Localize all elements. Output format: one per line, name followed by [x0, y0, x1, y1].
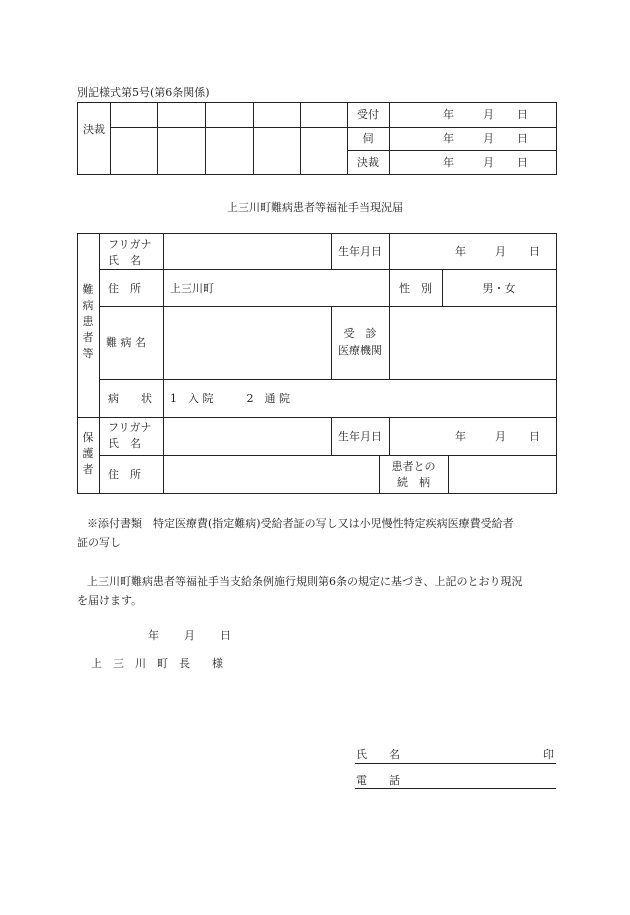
attachment-note-line2: 証の写し — [77, 536, 121, 549]
patient-condition-value: 1 入 院 2 通 院 — [170, 392, 290, 405]
patient-section-label: 難病患者等 — [82, 283, 94, 360]
patient-address-label: 住 所 — [108, 282, 141, 295]
guardian-address-label: 住 所 — [108, 468, 141, 481]
patient-disease-label: 難 病 名 — [106, 336, 146, 349]
form-title: 上三川町難病患者等福祉手当現況届 — [227, 201, 403, 214]
patient-name-label: 氏 名 — [108, 254, 141, 267]
addressee: 上 三 川 町 長 様 — [91, 657, 223, 670]
attachment-note-line1: ※添付書類 特定医療費(指定難病)受給者証の写し又は小児慢性特定疾病医療費受給者 — [87, 517, 514, 530]
patient-address-value: 上三川町 — [170, 282, 214, 295]
signature-name-line — [355, 763, 556, 764]
patient-clinic-label-2: 医療機関 — [338, 344, 382, 357]
page: 別記様式第5号(第6条関係) 決裁 受付 年 月 日 伺 年 月 日 決裁 年 月 日 上三川町難病患者等福祉手当現況届 難病患者等 保護者 フリガナ 氏 名 生年月日 年 月 日 住 所 上三川町 性 別 男・女 難 病 名 受 診 医療機関 病 状 1 入 院 2 通 院 フリガナ 氏 名 生年月日 年 月 日 住 所 患者との 続 柄 ※添付書類 特定医療費(指定難病)受給者証の写し又は小児慢性特定疾病医療費受給者 証の写し 上三川町難病患者等福祉手当支給条例施行規則第6条の規定に基づき、上記のとおり現況 を届けます。 年 月 日 上 三 川 町 長 様 氏 名 印 電 話 — [0, 0, 630, 915]
guardian-furigana-label: フリガナ — [108, 421, 152, 434]
approval-row-label: 決裁 — [357, 156, 379, 169]
patient-sex-label: 性 別 — [399, 282, 432, 295]
guardian-birth-label: 生年月日 — [338, 430, 382, 443]
guardian-name-label: 氏 名 — [108, 437, 141, 450]
signature-phone-label: 電 話 — [356, 774, 400, 787]
patient-condition-label: 病 状 — [108, 392, 152, 405]
approval-row-label: 受付 — [357, 108, 379, 121]
guardian-relation-label-2: 続 柄 — [397, 476, 430, 489]
signature-name-label: 氏 名 — [356, 748, 400, 761]
patient-birth-label: 生年月日 — [338, 245, 382, 258]
guardian-relation-label-1: 患者との — [391, 460, 436, 473]
statement-line2: を届けます。 — [77, 594, 143, 607]
form-number: 別記様式第5号(第6条関係) — [77, 86, 210, 99]
seal-mark: 印 — [543, 748, 554, 761]
guardian-section-label: 保護者 — [82, 431, 94, 476]
statement-line1: 上三川町難病患者等福祉手当支給条例施行規則第6条の規定に基づき、上記のとおり現況 — [87, 575, 523, 588]
approval-label: 決裁 — [83, 123, 105, 136]
patient-furigana-label: フリガナ — [108, 238, 152, 251]
signature-phone-line — [355, 788, 556, 789]
patient-sex-value: 男・女 — [482, 282, 516, 295]
approval-row-label: 伺 — [362, 132, 374, 145]
patient-clinic-label-1: 受 診 — [343, 327, 377, 340]
